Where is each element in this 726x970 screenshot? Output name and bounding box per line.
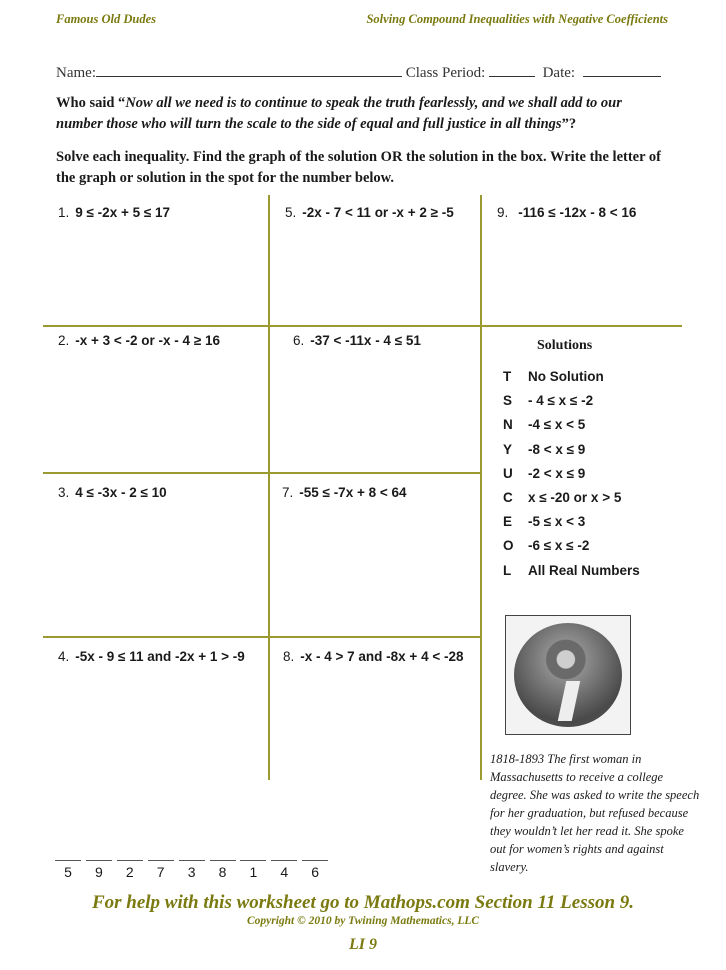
answer-blank[interactable] <box>271 860 297 861</box>
solution-letter: L <box>503 562 512 578</box>
solution-item <box>503 369 604 384</box>
problem-number: 4. <box>58 649 70 664</box>
answer-blank[interactable] <box>148 860 174 861</box>
problem-number: 6. <box>293 333 305 348</box>
solution-item <box>503 466 585 481</box>
question-suffix: ”? <box>561 116 577 132</box>
header-series: Famous Old Dudes <box>56 12 157 26</box>
header-topic: Solving Compound Inequalities with Negative Coefficients <box>366 12 668 26</box>
problem-number: 2. <box>58 333 70 348</box>
answer-blank[interactable] <box>55 860 81 861</box>
answer-number: 8 <box>218 864 227 880</box>
problem-expression: 4 ≤ -3x - 2 ≤ 10 <box>75 485 167 500</box>
name-label: Name: <box>56 65 96 81</box>
portrait-caption: 1818-1893 The first woman in Massachusetts to receive a college degree. She was asked to write the speech for her graduation, but refused because they wouldn’t let her read it. She spoke out for women’s rights and against slavery. <box>490 752 700 874</box>
solution-item <box>503 442 585 457</box>
name-blank[interactable] <box>96 62 402 77</box>
solution-text: x ≤ -20 or x > 5 <box>528 490 622 505</box>
problem-4 <box>58 649 245 664</box>
solution-item <box>503 417 585 432</box>
solution-letter: T <box>503 369 512 384</box>
problem-5 <box>285 205 454 220</box>
quote-text: Now all we need is to continue to speak the truth fearlessly, and we shall add to our number those who will turn the scale to the side of equal and full justice in all things <box>56 95 622 132</box>
date-blank[interactable] <box>583 62 661 77</box>
problem-number: 1. <box>58 205 70 220</box>
problem-number: 8. <box>283 649 295 664</box>
solution-letter: U <box>503 465 513 481</box>
grid-divider <box>268 195 270 780</box>
answer-number: 4 <box>280 864 289 880</box>
problem-expression: -37 < -11x - 4 ≤ 51 <box>310 333 421 348</box>
answer-number: 1 <box>249 864 258 880</box>
date-label: Date: <box>542 65 576 81</box>
solution-item <box>503 563 640 578</box>
grid-divider <box>43 636 482 638</box>
problem-expression: -x - 4 > 7 and -8x + 4 < -28 <box>300 649 464 664</box>
problem-number: 7. <box>282 485 294 500</box>
solution-letter: O <box>503 538 514 554</box>
question-prefix: Who said “ <box>56 95 126 111</box>
solution-letter: S <box>503 393 513 409</box>
problem-2 <box>58 333 220 348</box>
answer-number: 2 <box>125 864 134 880</box>
solution-text: -5 ≤ x < 3 <box>528 514 586 530</box>
answer-blank[interactable] <box>210 860 236 861</box>
solution-text: All Real Numbers <box>528 562 640 578</box>
lesson-code: LI 9 <box>349 936 377 953</box>
solution-letter: E <box>503 514 513 530</box>
problem-expression: -116 ≤ -12x - 8 < 16 <box>518 205 637 220</box>
answer-number: 6 <box>311 864 320 880</box>
portrait-image <box>514 623 622 727</box>
solution-text: -2 < x ≤ 9 <box>528 465 586 481</box>
problem-7 <box>282 485 407 500</box>
quote-question <box>56 93 666 135</box>
grid-divider <box>43 472 482 474</box>
answer-number: 9 <box>94 864 103 880</box>
portrait-frame <box>505 615 631 735</box>
problem-expression: -2x - 7 < 11 or -x + 2 ≥ -5 <box>302 205 454 220</box>
answer-blank[interactable] <box>179 860 205 861</box>
solution-item <box>503 538 589 553</box>
solution-item <box>503 490 621 505</box>
instructions: Solve each inequality. Find the graph of the solution OR the solution in the box. Write the letter of the graph or solution in the spot for the number below. <box>56 149 661 186</box>
answer-blank[interactable] <box>86 860 112 861</box>
problem-number: 3. <box>58 485 70 500</box>
grid-divider <box>480 195 482 780</box>
solution-text: No Solution <box>528 369 604 384</box>
solution-item <box>503 393 593 408</box>
name-row <box>56 62 661 82</box>
problem-1 <box>58 205 170 220</box>
answer-blank[interactable] <box>117 860 143 861</box>
answer-number: 7 <box>156 864 165 880</box>
problem-expression: 9 ≤ -2x + 5 ≤ 17 <box>75 205 171 220</box>
solution-letter: N <box>503 417 513 433</box>
problem-expression: -x + 3 < -2 or -x - 4 ≥ 16 <box>75 333 220 348</box>
solution-letter: Y <box>503 441 513 457</box>
problem-9 <box>497 205 636 220</box>
grid-divider <box>43 325 682 327</box>
solutions-title: Solutions <box>537 338 593 353</box>
problem-expression: -5x - 9 ≤ 11 and -2x + 1 > -9 <box>75 649 245 664</box>
help-footer: For help with this worksheet go to Mathops.com Section 11 Lesson 9. <box>91 892 635 913</box>
solution-letter: C <box>503 490 513 505</box>
problem-8 <box>283 649 463 664</box>
problem-3 <box>58 485 167 500</box>
problem-expression: -55 ≤ -7x + 8 < 64 <box>299 485 407 500</box>
solution-item <box>503 514 585 529</box>
copyright: Copyright © 2010 by Twining Mathematics, LLC <box>246 915 480 927</box>
problem-number: 9. <box>497 205 509 220</box>
solution-text: - 4 ≤ x ≤ -2 <box>528 393 594 409</box>
answer-blank[interactable] <box>240 860 266 861</box>
solution-text: -4 ≤ x < 5 <box>528 417 586 433</box>
answer-number: 5 <box>64 864 72 880</box>
solution-text: -6 ≤ x ≤ -2 <box>528 538 590 554</box>
answer-number: 3 <box>187 864 196 880</box>
solution-text: -8 < x ≤ 9 <box>528 441 586 457</box>
problem-6 <box>293 333 421 348</box>
answer-blank[interactable] <box>302 860 328 861</box>
class-period-blank[interactable] <box>489 62 535 77</box>
problem-number: 5. <box>285 205 297 220</box>
class-period-label: Class Period: <box>405 65 486 81</box>
